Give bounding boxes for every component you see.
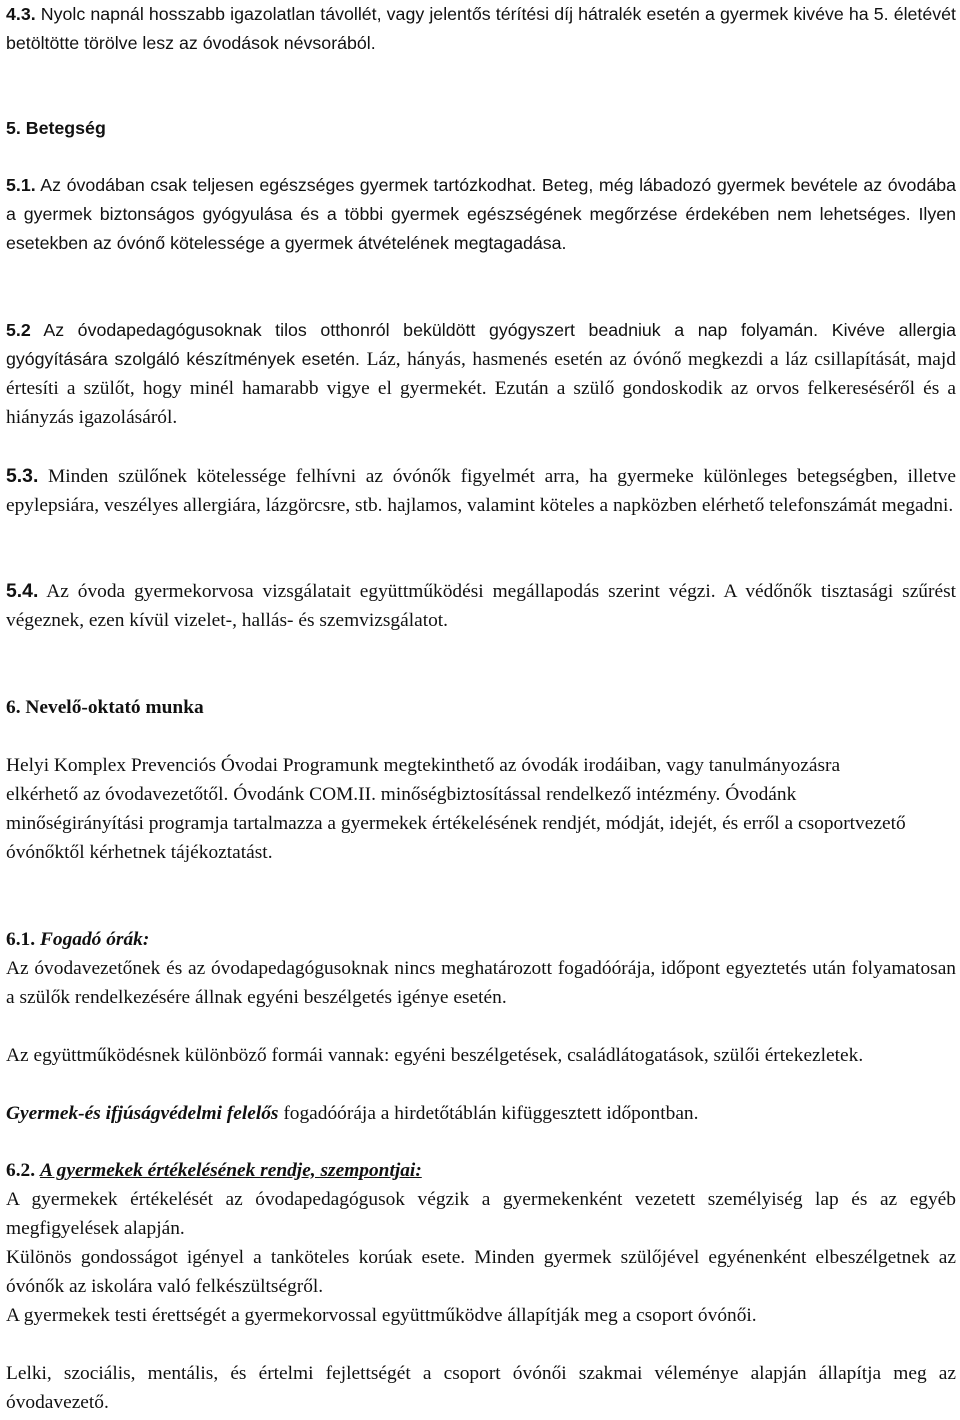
paragraph-6-2-p3: A gyermekek testi érettségét a gyermekorvossal együttműködve állapítják meg a csoport óvónői. (6, 1305, 757, 1326)
paragraph-6-2-p4: Lelki, szociális, mentális, és értelmi fejlettségét a csoport óvónői szakmai véleménye alapján állapítja meg az óvodavezető. (6, 1363, 956, 1413)
section-number-6-1: 6.1. (6, 929, 36, 950)
heading-5: 5. Betegség (6, 118, 106, 138)
heading-6-2-title: A gyermekek értékelésének rendje, szempontjai: (39, 1160, 422, 1181)
paragraph-5-1 (6, 171, 956, 258)
section-number-6-2: 6.2. (6, 1160, 36, 1181)
paragraph-6-1-p3 (6, 1099, 956, 1128)
paragraph-5-2 (6, 316, 956, 432)
paragraph-5-2-text-a: Az óvodapedagógusoknak tilos otthonról beküldött gyógyszert beadniuk a nap folyamán. Kivéve allergia gyógyítására szolgáló készítmények esetén. (6, 320, 956, 369)
heading-6-1-title: Fogadó órák: (39, 929, 150, 950)
paragraph-5-1-text-b: Ilyen esetekben az óvónő kötelessége a gyermek átvételének megtagadása. (6, 204, 956, 253)
section-number-5-2: 5.2 (6, 320, 31, 340)
paragraph-5-4 (6, 577, 956, 635)
paragraph-6-1-p3-bold: Gyermek-és ifjúságvédelmi felelős (6, 1103, 279, 1124)
paragraph-5-2-text-b: Láz, hányás, hasmenés esetén az óvónő megkezdi a láz csillapítását, majd értesíti a szülőt, hogy minél hamarabb vigye el gyermekét. Ezután a szülő gondoskodik az orvos felkereséséről és a hiányzás igazolásáról. (6, 349, 956, 428)
paragraph-4-3-text: Nyolc napnál hosszabb igazolatlan távollét, vagy jelentős térítési díj hátralék esetén a gyermek kivéve ha 5. életévét betöltötte törölve lesz az óvodások névsorából. (6, 4, 956, 53)
paragraph-5-4-text: Az óvoda gyermekorvosa vizsgálatait együttműködési megállapodás szerint végzi. A védőnők tisztasági szűrést végeznek, ezen kívül vizelet-, hallás- és szemvizsgálatot. (6, 581, 956, 631)
paragraph-5-3 (6, 462, 956, 520)
paragraph-6-1-p1: Az óvodavezetőnek és az óvodapedagógusoknak nincs meghatározott fogadóórája, időpont egyeztetés után folyamatosan a szülők rendelkezésére állnak egyéni beszélgetés igénye esetén. (6, 958, 956, 1008)
paragraph-6-intro: Helyi Komplex Prevenciós Óvodai Programunk megtekinthető az óvodák irodáiban, vagy tanulmányozásra elkérhető az óvodavezetőtől. Óvodánk COM.II. minőségbiztosítással rendelkező intézmény. Óvodánk minőségirányítási programja tartalmazza a gyermekek értékelésének rendjét, módját, idejét, és erről a csoportvezető óvónőktől kérhetnek tájékoztatást. (6, 755, 906, 863)
section-number-5-4: 5.4. (6, 580, 39, 602)
section-number-4-3: 4.3. (6, 4, 36, 24)
paragraph-4-3 (6, 0, 956, 58)
paragraph-6-1-p3-rest: fogadóórája a hirdetőtáblán kifüggesztett időpontban. (283, 1103, 699, 1124)
section-number-5-3: 5.3. (6, 465, 39, 487)
paragraph-6-2-p1: A gyermekek értékelését az óvodapedagógusok végzik a gyermekenként vezetett személyiség lap és az egyéb megfigyelések alapján. (6, 1189, 956, 1239)
heading-6-2 (6, 1156, 956, 1185)
paragraph-6-1-p2: Az együttműködésnek különböző formái vannak: egyéni beszélgetések, családlátogatások, szülői értekezletek. (6, 1045, 864, 1066)
heading-6: 6. Nevelő-oktató munka (6, 697, 204, 718)
paragraph-6-2-p2: Különös gondosságot igényel a tanköteles korúak esete. Minden gyermek szülőjével egyénenként elbeszélgetnek az óvónők az iskolára való felkészültségről. (6, 1247, 956, 1297)
paragraph-5-1-text-a: Az óvodában csak teljesen egészséges gyermek tartózkodhat. Beteg, még lábadozó gyermek bevétele az óvodába a gyermek biztonságos gyógyulása és a többi gyermek egészségének megőrzése érdekében nem lehetséges. (6, 175, 956, 224)
paragraph-5-3-text: Minden szülőnek kötelessége felhívni az óvónők figyelmét arra, ha gyermeke különleges betegségben, illetve epylepsiára, veszélyes allergiára, lázgörcsre, stb. hajlamos, valamint köteles a napközben elérhető telefonszámát megadni. (6, 466, 956, 516)
heading-6-1 (6, 925, 956, 954)
section-number-5-1: 5.1. (6, 175, 36, 195)
